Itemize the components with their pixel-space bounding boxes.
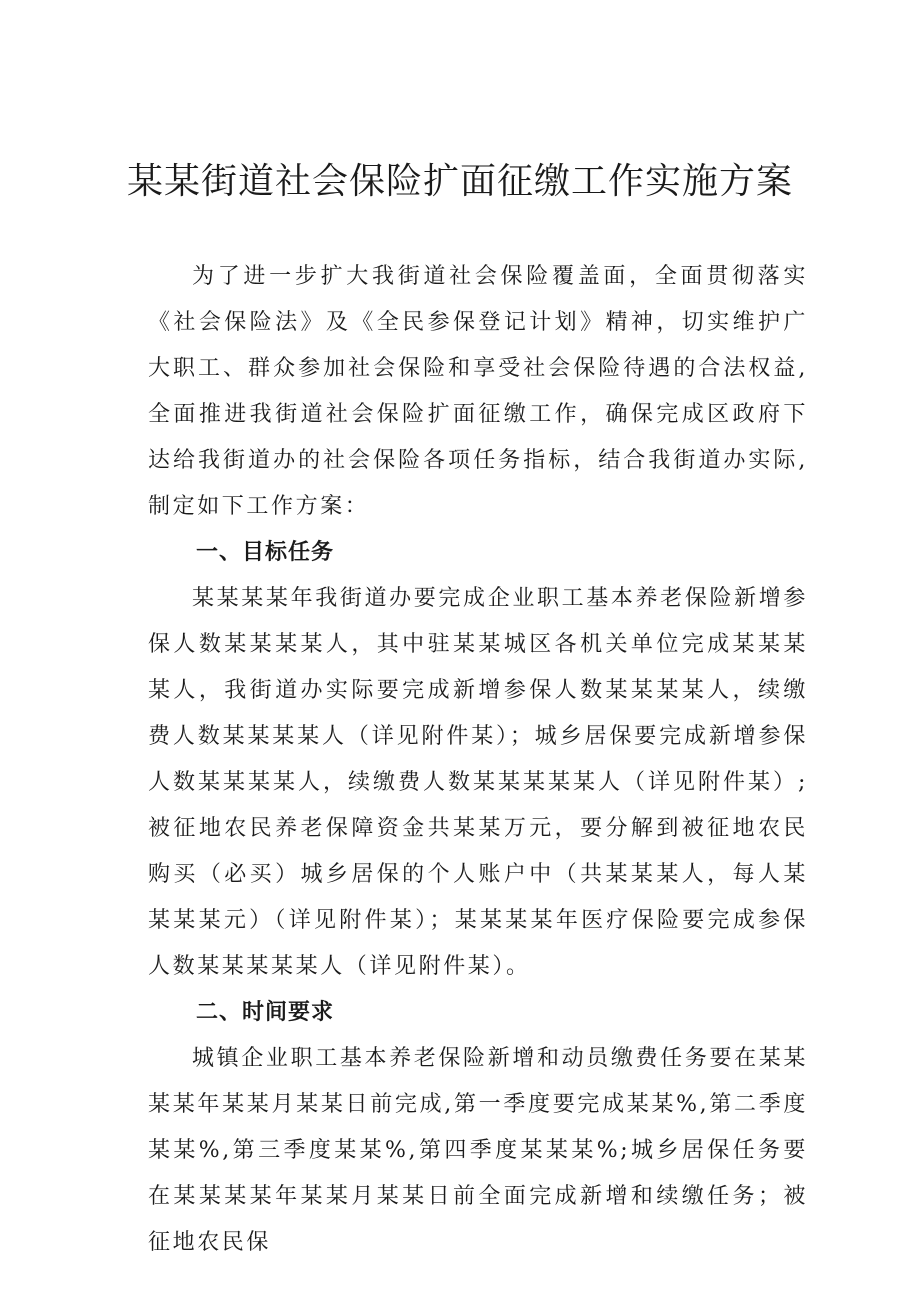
- section-heading-timeline: 二、时间要求: [196, 1000, 335, 1025]
- document-title: 某某街道社会保险扩面征缴工作实施方案: [126, 161, 793, 202]
- document-body: [148, 254, 808, 1266]
- intro-paragraph: 为了进一步扩大我街道社会保险覆盖面，全面贯彻落实《社会保险法》及《全民参保登记计划》精神，切实维护广大职工、群众参加社会保险和享受社会保险待遇的合法权益,全面推进我街道社会保险扩面征缴工作，确保完成区政府下达给我街道办的社会保险各项任务指标，结合我街道办实际,制定如下工作方案：: [148, 264, 808, 519]
- section-heading-goals: 一、目标任务: [196, 540, 335, 565]
- section-paragraph-timeline: 城镇企业职工基本养老保险新增和动员缴费任务要在某某某某年某某月某某日前完成,第一季度要完成某某%,第二季度某某%,第三季度某某%,第四季度某某某%;城乡居保任务要在某某某某年某某月某某日前全面完成新增和续缴任务；被征地农民保: [148, 1046, 808, 1255]
- section-paragraph-goals: 某某某某年我街道办要完成企业职工基本养老保险新增参保人数某某某某人，其中驻某某城区各机关单位完成某某某某人，我街道办实际要完成新增参保人数某某某某人，续缴费人数某某某某人（详见附件某）；城乡居保要完成新增参保人数某某某某人，续缴费人数某某某某某人（详见附件某）;被征地农民养老保障资金共某某万元，要分解到被征地农民购买（必买）城乡居保的个人账户中（共某某某人，每人某某某某元）（详见附件某）；某某某某年医疗保险要完成参保人数某某某某某人（详见附件某）。: [148, 586, 808, 979]
